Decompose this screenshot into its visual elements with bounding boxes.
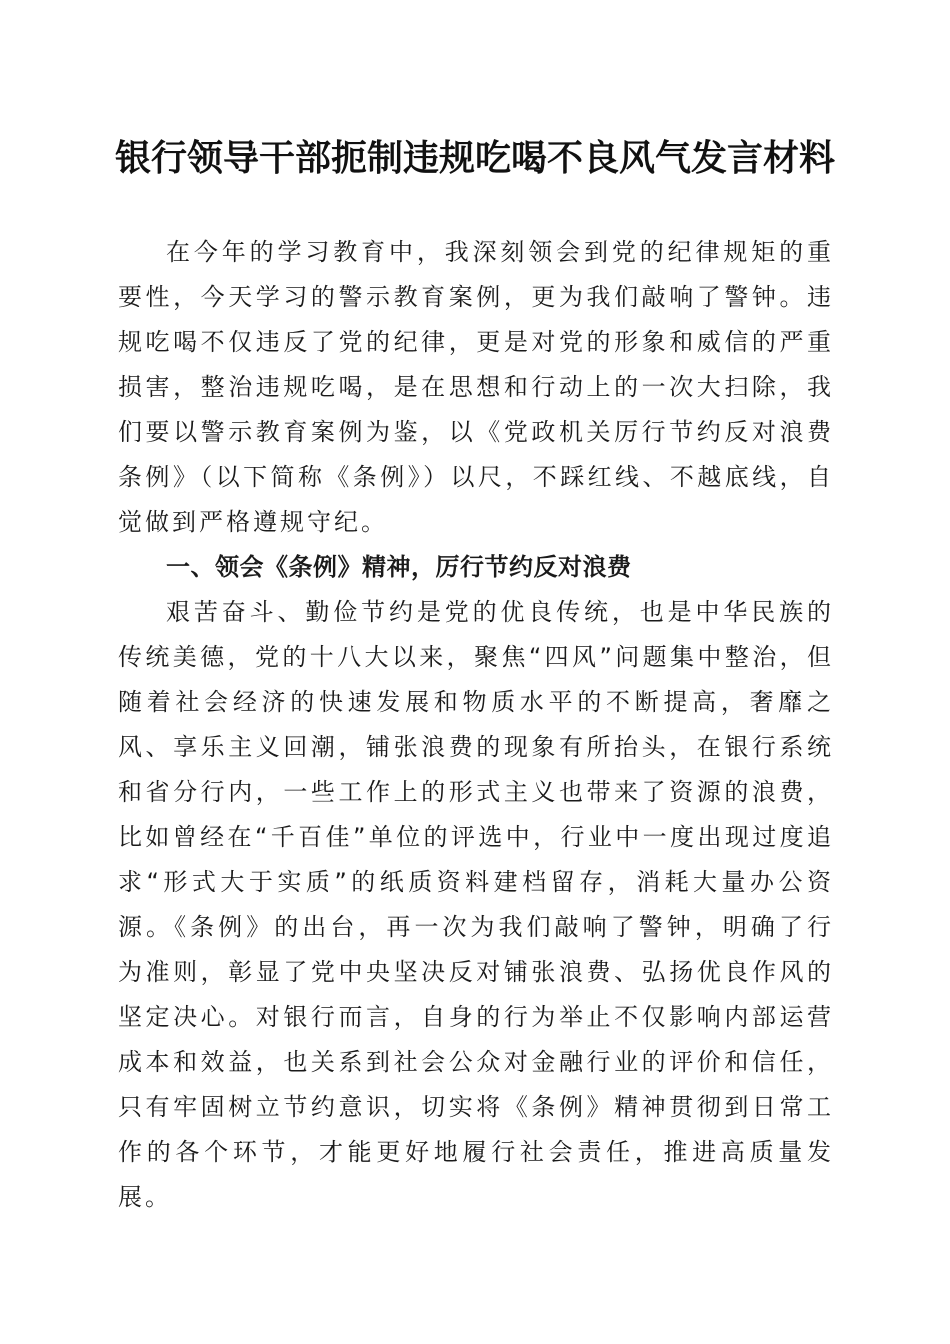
intro-paragraph: 在今年的学习教育中，我深刻领会到党的纪律规矩的重要性，今天学习的警示教育案例，更为我们敲响了警钟。违规吃喝不仅违反了党的纪律，更是对党的形象和威信的严重损害，整治违规吃喝，是在思想和行动上的一次大扫除，我们要以警示教育案例为鉴，以《党政机关厉行节约反对浪费条例》（以下简称《条例》）以尺，不踩红线、不越底线，自觉做到严格遵规守纪。 [118,238,834,536]
document-title: 银行领导干部扼制违规吃喝不良风气发言材料 [114,137,835,179]
document-body [118,230,834,1220]
section-paragraph: 艰苦奋斗、勤俭节约是党的优良传统，也是中华民族的传统美德，党的十八大以来，聚焦“四风”问题集中整治，但随着社会经济的快速发展和物质水平的不断提高，奢靡之风、享乐主义回潮，铺张浪费的现象有所抬头，在银行系统和省分行内，一些工作上的形式主义也带来了资源的浪费，比如曾经在“千百佳”单位的评选中，行业中一度出现过度追求“形式大于实质”的纸质资料建档留存，消耗大量办公资源。《条例》的出台，再一次为我们敲响了警钟，明确了行为准则，彰显了党中央坚决反对铺张浪费、弘扬优良作风的坚定决心。对银行而言，自身的行为举止不仅影响内部运营成本和效益，也关系到社会公众对金融行业的评价和信任，只有牢固树立节约意识，切实将《条例》精神贯彻到日常工作的各个环节，才能更好地履行社会责任，推进高质量发展。 [118,598,834,1211]
section-heading: 一、领会《条例》精神，厉行节约反对浪费 [166,553,632,581]
